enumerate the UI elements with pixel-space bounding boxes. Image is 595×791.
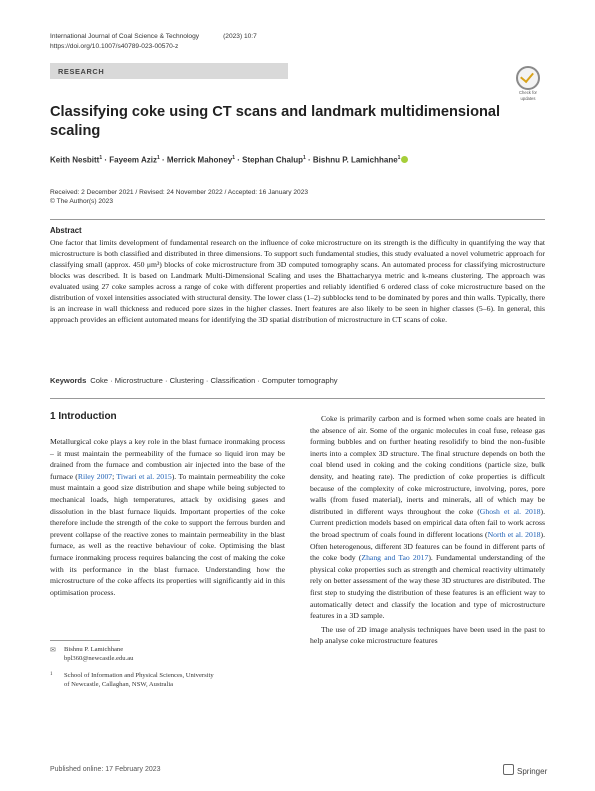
divider: [50, 398, 545, 399]
citation-link[interactable]: Zhang and Tao 2017: [361, 553, 429, 563]
citation-link[interactable]: Tiwari et al. 2015: [116, 471, 172, 481]
badge-line2: updates: [520, 95, 536, 101]
author-name[interactable]: Stephan Chalup: [242, 155, 303, 165]
keywords-list: Coke · Microstructure · Clustering · Classification · Computer tomography: [90, 376, 338, 385]
contact-name: Bishnu P. Lamichhane: [64, 646, 124, 653]
doi-link[interactable]: https://doi.org/10.1007/s40789-023-00570-z: [50, 43, 179, 50]
left-column: [50, 436, 285, 598]
divider: [50, 219, 545, 220]
author-name[interactable]: Fayeem Aziz: [109, 155, 157, 165]
journal-volume: (2023) 10:7: [223, 33, 257, 40]
envelope-icon: ✉: [50, 646, 56, 654]
check-for-updates-icon: [516, 66, 540, 90]
paragraph: Metallurgical coke plays a key role in the blast furnace ironmaking process – it must maintain the permeability of the furnace so liquid iron may be drained from the furnace and combustion air injected into the base of the furnace (Riley 2007; Tiwari et al. 2015). To maintain permeability the coke must maintain a good size distribution and shape while being subjected to mechanical loads, high temperatures, attack by oxidising gases and dissolution in the blast furnace liquids. Important properties of the coke therefore include the strength of the coke to support the ferrous burden and prevent collapse of the reactive zones to maintain permeability in the blast furnace, as well as the reactive behaviour of coke. Optimising the blast furnace ironmaking process requires balancing the cost of making the coke with its performance in the blast furnace. Understanding how the microstructure of the coke affects its properties will significantly aid in this optimisation process.: [50, 437, 285, 597]
paragraph: Coke is primarily carbon and is formed when some coals are heated in the absence of air. Some of the organic molecules in coal fuse, release gas forming bubbles and on further heating resolidify to bind the non-fusible inerts into a complex 3D structure. The final structure depends on both the coal blend used in coking and the coking conditions (particle size, bulk density, and heating rate). The prediction of coke properties is difficult because of the complexity of coke microstructure, involving, pores, pore walls (from fused material), inerts and minerals, all of which may be distributed in different ways throughout the coke (Ghosh et al. 2018). Current prediction models based on empirical data often fail to work across the broad spectrum of coals found in different locations (North et al. 2018). Often heterogenous, different 3D features can be found in different parts of the coke body (Zhang and Tao 2017). Fundamental understanding of the physical coke properties such as strength and chemical reactivity ultimately rely on better assessment of the way these 3D structures are distributed. The first step to studying the distribution of these features is an efficient way to automatically detect and classify the location and type of microstructure features in a 3D sample.: [310, 414, 546, 621]
author-list: Keith Nesbitt$^1$ · Fayeem Aziz$^1$ · Merrick Mahoney$^1$ · Stephan Chalup$^1$ · Bishnu P. Lamichhane$^1$: [50, 155, 408, 165]
affiliation-number: 1: [50, 672, 53, 677]
corresponding-author: [64, 645, 133, 663]
author-affiliation: 1: [156, 155, 160, 161]
contact-email[interactable]: bpl360@newcastle.edu.au: [64, 655, 134, 663]
footnote-divider: [50, 640, 120, 641]
author-affiliation: 1: [99, 155, 103, 161]
copyright: © The Author(s) 2023: [50, 198, 114, 205]
citation-link[interactable]: North et al. 2018: [487, 529, 541, 539]
citation-link[interactable]: Riley 2007: [77, 471, 113, 481]
author-name[interactable]: Keith Nesbitt: [50, 155, 100, 165]
article-dates: [50, 188, 308, 206]
section-heading: 1 Introduction: [50, 411, 117, 422]
article-title: Classifying coke using CT scans and landmark multidimensional scaling: [50, 104, 501, 139]
orcid-icon[interactable]: [401, 156, 408, 163]
journal-name: International Journal of Coal Science & Technology: [50, 33, 200, 40]
keywords-label: Keywords: [50, 376, 87, 385]
author-name[interactable]: Merrick Mahoney: [166, 155, 233, 165]
journal-header: [50, 33, 257, 40]
check-for-updates-badge[interactable]: [512, 66, 544, 101]
springer-horse-icon: [503, 764, 514, 775]
section-label-bar: [50, 63, 288, 79]
author-affiliation: 1: [303, 155, 306, 161]
publisher-logo: [503, 764, 547, 776]
author-name[interactable]: Bishnu P. Lamichhane: [312, 155, 398, 165]
abstract-heading: Abstract: [50, 226, 82, 235]
section-label: RESEARCH: [58, 67, 105, 76]
right-column: [310, 413, 545, 647]
author-affiliation: 1: [232, 155, 235, 161]
keywords: [50, 376, 338, 385]
affiliation: School of Information and Physical Sciences, University of Newcastle, Callaghan, NSW, Australia: [64, 672, 214, 689]
abstract-text: One factor that limits development of fundamental research on the influence of coke microstructure on its strength is the difficulty in quantifying the way that microstructure is both classified and distributed in three dimensions. To support such fundamental studies, this study evaluated a novel volumetric approach for classifying small (approx. 450 μm³) blocks of coke microstructure from 3D computed tomography scans. An automated process for classifying microstructure blocks was described. It is based on Landmark Multi-Dimensional Scaling and uses the Bhattacharyya metric and k-means clustering. The approach was evaluated using 27 coke samples across a range of coke with different properties and reliably identified 6 ordered class of coke microstructure based on the distribution of voxel intensities associated with structural density. The lower class (1–2) subblocks tend to be dominated by pores and thin walls. Typically, there is an increase in wall thickness and reduced pore sizes in the higher classes. Inert features are also likely to be seen in higher classes (5–6). In general, this approach provides an efficient automated means for identifying the 3D spatial distribution of microstructure in CT scans of coke.: [50, 238, 545, 324]
publisher-name: Springer: [517, 767, 548, 776]
paragraph: The use of 2D image analysis techniques have been used in the past to help analyse coke microstructure features: [310, 624, 545, 646]
history-dates: Received: 2 December 2021 / Revised: 24 November 2022 / Accepted: 16 January 2023: [50, 189, 309, 196]
author-affiliation: 1: [397, 155, 401, 161]
citation-link[interactable]: Ghosh et al. 2018: [479, 506, 541, 516]
published-online: Published online: 17 February 2023: [50, 766, 161, 773]
badge-line1: Check for: [519, 90, 537, 95]
